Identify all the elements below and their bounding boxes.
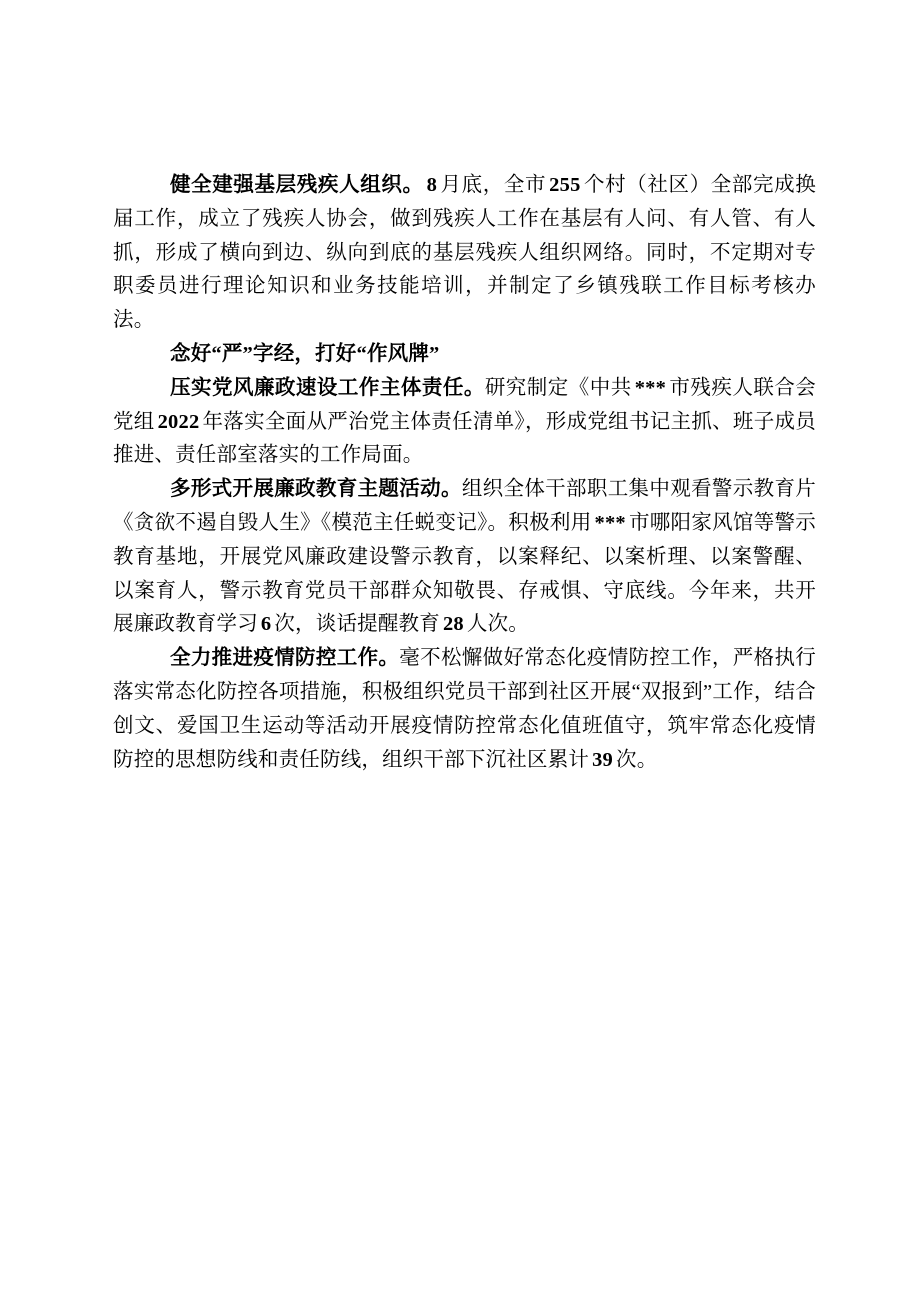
run-text: 研究制定《中共 [484,376,632,399]
run-text: 个村（社区）全部完成换届工作，成立了残疾人协会，做到残疾人工作在基层有人问、有人管、有人抓，形成了横向到边、纵向到底的基层残疾人组织网络。同时，不定期对专职委员进行理论知识和业务技能培训，并制定了乡镇残联工作目标考核办法。 [113,174,817,332]
run-number: 28 [442,613,464,636]
run-text: 年落实全面从严治党主体责任清单》，形成党组书记主抓、班子成员推进、责任部室落实的工作局面。 [113,410,816,467]
para-party-conduct-responsibility [113,372,816,473]
para-heading-strict-style [113,338,816,372]
document-body [113,169,816,777]
run-bold: 念好“严”字经，打好“作风牌” [170,342,440,365]
run-number: 39 [592,748,614,771]
run-text: 组织全体干部职工集中观看警示教育片《贪欲不遏自毁人生》《模范主任蜕变记》。积极利用 [113,478,816,534]
para-pandemic-prevention [113,642,816,777]
run-text: 次，谈话提醒教育 [274,613,440,636]
run-text: 月底，全市 [440,174,547,196]
run-bold: 压实党风廉政速设工作主体责任。 [170,376,485,399]
run-text: 市哪阳家风馆等警示教育基地，开展党风廉政建设警示教育，以案释纪、以案析理、以案警醒、以案育人，警示教育党员干部群众知敬畏、存戒惧、守底线。今年来，共开展廉政教育学习 [113,511,816,636]
run-text: 次。 [616,748,658,771]
run-number: 8 [426,174,438,196]
run-bold: 健全建强基层残疾人组织。 [170,174,424,196]
run-number: 2022 [157,410,200,433]
run-number: 255 [549,174,581,196]
run-text: 毫不松懈做好常态化疫情防控工作，严格执行落实常态化防控各项措施，积极组织党员干部到社区开展“双报到”工作，结合创文、爱国卫生运动等活动开展疫情防控常态化值班值守，筑牢常态化疫情防控的思想防线和责任防线，组织干部下沉社区累计 [113,647,817,771]
run-text: 人次。 [466,613,529,636]
run-bold: 全力推进疫情防控工作。 [170,647,400,670]
para-integrity-education-activities [113,473,816,642]
run-bold: 多形式开展廉政教育主题活动。 [170,478,462,501]
run-number: *** [594,511,626,534]
run-text: 市残疾人联合会党组 [113,376,817,433]
run-number: 6 [260,613,272,636]
run-number: *** [634,376,667,399]
para-grassroots-organizations [113,169,816,338]
